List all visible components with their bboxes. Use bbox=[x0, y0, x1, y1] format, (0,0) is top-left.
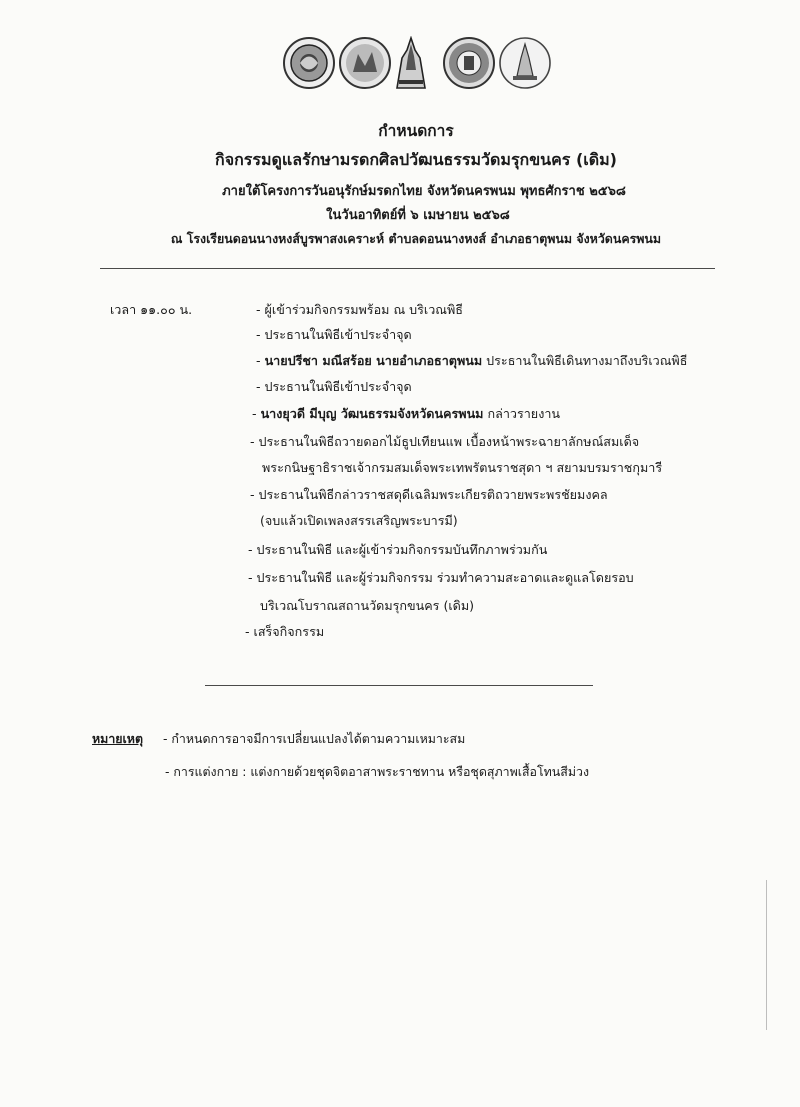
scan-edge bbox=[766, 880, 767, 1030]
schedule-item: - ประธานในพิธี และผู้ร่วมกิจกรรม ร่วมทำความสะอาดและดูแลโดยรอบ bbox=[248, 570, 634, 585]
seal-emblem-icon bbox=[442, 36, 496, 90]
remark-line: - การแต่งกาย : แต่งกายด้วยชุดจิตอาสาพระราชทาน หรือชุดสุภาพเสื้อโทนสีม่วง bbox=[165, 764, 590, 779]
reporter-name: นางยุวดี มีบุญ วัฒนธรรมจังหวัดนครพนม bbox=[260, 406, 484, 421]
chairman-name: นายปรีชา มณีสร้อย นายอำเภอธาตุพนม bbox=[264, 353, 483, 368]
seal-emblem-icon bbox=[338, 36, 392, 90]
schedule-item-continuation: (จบแล้วเปิดเพลงสรรเสริญพระบารมี) bbox=[260, 513, 458, 528]
temple-emblem-icon bbox=[394, 36, 428, 92]
schedule-item-text: กล่าวรายงาน bbox=[483, 406, 561, 421]
schedule-item: - ประธานในพิธีเข้าประจำจุด bbox=[256, 327, 412, 342]
schedule-item: - ผู้เข้าร่วมกิจกรรมพร้อม ณ บริเวณพิธี bbox=[256, 302, 463, 317]
schedule-item: - นายปรีชา มณีสร้อย นายอำเภอธาตุพนม ประธานในพิธีเดินทางมาถึงบริเวณพิธี bbox=[256, 353, 688, 368]
document-title: กำหนดการ bbox=[378, 122, 454, 140]
header-divider bbox=[100, 268, 715, 269]
remarks-label: หมายเหตุ bbox=[92, 731, 144, 746]
schedule-item-text: ประธานในพิธีเดินทางมาถึงบริเวณพิธี bbox=[482, 353, 688, 368]
schedule-item: - ประธานในพิธีเข้าประจำจุด bbox=[256, 379, 412, 394]
section-divider bbox=[205, 685, 593, 686]
schedule-item: - ประธานในพิธีกล่าวราชสดุดีเฉลิมพระเกียรติถวายพระพรชัยมงคล bbox=[250, 487, 608, 502]
stupa-emblem-icon bbox=[498, 36, 552, 90]
remark-line: - กำหนดการอาจมีการเปลี่ยนแปลงได้ตามความเหมาะสม bbox=[163, 731, 466, 746]
schedule-item: - ประธานในพิธี และผู้เข้าร่วมกิจกรรมบันทึกภาพร่วมกัน bbox=[248, 542, 548, 557]
logo-row bbox=[282, 36, 552, 92]
seal-emblem-icon bbox=[282, 36, 336, 90]
schedule-item-continuation: บริเวณโบราณสถานวัดมรุกขนคร (เดิม) bbox=[260, 598, 475, 613]
schedule-item: - ประธานในพิธีถวายดอกไม้ธูปเทียนแพ เบื้องหน้าพระฉายาลักษณ์สมเด็จ bbox=[250, 434, 640, 449]
schedule-item: - เสร็จกิจกรรม bbox=[245, 624, 325, 639]
schedule-item-continuation: พระกนิษฐาธิราชเจ้ากรมสมเด็จพระเทพรัตนราชสุดา ฯ สยามบรมราชกุมารี bbox=[262, 460, 663, 475]
project-line: ภายใต้โครงการวันอนุรักษ์มรดกไทย จังหวัดนครพนม พุทธศักราช ๒๕๖๘ bbox=[222, 184, 626, 199]
schedule-item: - นางยุวดี มีบุญ วัฒนธรรมจังหวัดนครพนม กล่าวรายงาน bbox=[252, 406, 561, 421]
date-line: ในวันอาทิตย์ที่ ๖ เมษายน ๒๕๖๘ bbox=[326, 208, 510, 223]
activity-title: กิจกรรมดูแลรักษามรดกศิลปวัฒนธรรมวัดมรุกขนคร (เดิม) bbox=[215, 150, 617, 169]
schedule-time: เวลา ๑๑.๐๐ น. bbox=[110, 302, 193, 317]
venue-line: ณ โรงเรียนดอนนางหงส์บูรพาสงเคราะห์ ตำบลดอนนางหงส์ อำเภอธาตุพนม จังหวัดนครพนม bbox=[170, 231, 662, 246]
